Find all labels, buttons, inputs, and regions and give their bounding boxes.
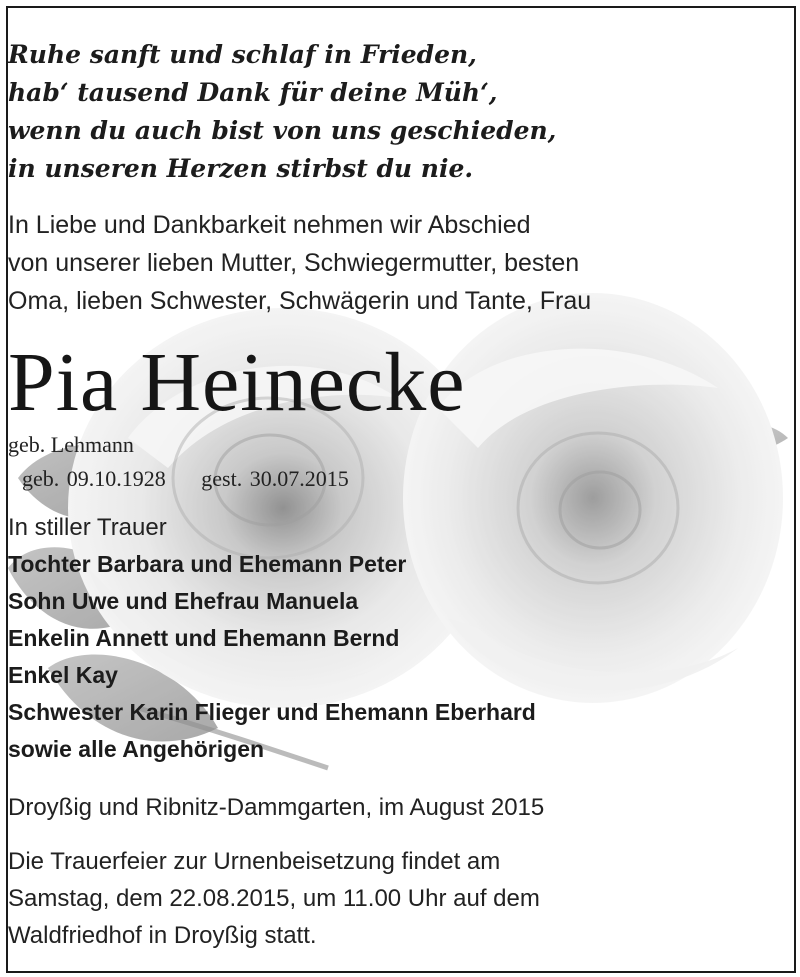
poem-line: Ruhe sanft und schlaf in Frieden,: [8, 40, 477, 69]
ceremony-line: Samstag, dem 22.08.2015, um 11.00 Uhr auf dem: [8, 885, 540, 912]
deceased-name: Pia Heinecke: [8, 336, 466, 429]
ceremony-line: Waldfriedhof in Droyßig statt.: [8, 922, 317, 949]
ceremony-line: Die Trauerfeier zur Urnenbeisetzung findet am: [8, 848, 501, 875]
mourner-line: Enkel Kay: [8, 662, 118, 688]
intro-line: In Liebe und Dankbarkeit nehmen wir Abschied: [8, 211, 531, 239]
ceremony-notice: [8, 843, 794, 954]
birth-date: geb. 09.10.1928: [22, 466, 166, 491]
life-dates: [8, 464, 794, 494]
poem-line: in unseren Herzen stirbst du nie.: [8, 154, 474, 183]
obituary-card: [6, 6, 796, 973]
place-and-date: Droyßig und Ribnitz-Dammgarten, im August 2015: [8, 794, 545, 821]
death-date: gest. 30.07.2015: [201, 466, 349, 491]
mourners-list: [8, 546, 794, 768]
mourner-line: sowie alle Angehörigen: [8, 736, 265, 762]
mourner-line: Enkelin Annett und Ehemann Bernd: [8, 625, 400, 651]
intro-line: Oma, lieben Schwester, Schwägerin und Tante, Frau: [8, 287, 592, 315]
poem: [8, 36, 794, 188]
mourner-line: Tochter Barbara und Ehemann Peter: [8, 551, 407, 577]
birth-name: geb. Lehmann: [8, 432, 134, 457]
mourner-line: Sohn Uwe und Ehefrau Manuela: [8, 588, 359, 614]
poem-line: hab‘ tausend Dank für deine Müh‘,: [8, 78, 498, 107]
poem-line: wenn du auch bist von uns geschieden,: [8, 116, 557, 145]
intro-text: [8, 206, 794, 320]
mourning-title: In stiller Trauer: [8, 514, 167, 541]
mourner-line: Schwester Karin Flieger und Ehemann Eberhard: [8, 699, 536, 725]
intro-line: von unserer lieben Mutter, Schwiegermutter, besten: [8, 249, 580, 277]
